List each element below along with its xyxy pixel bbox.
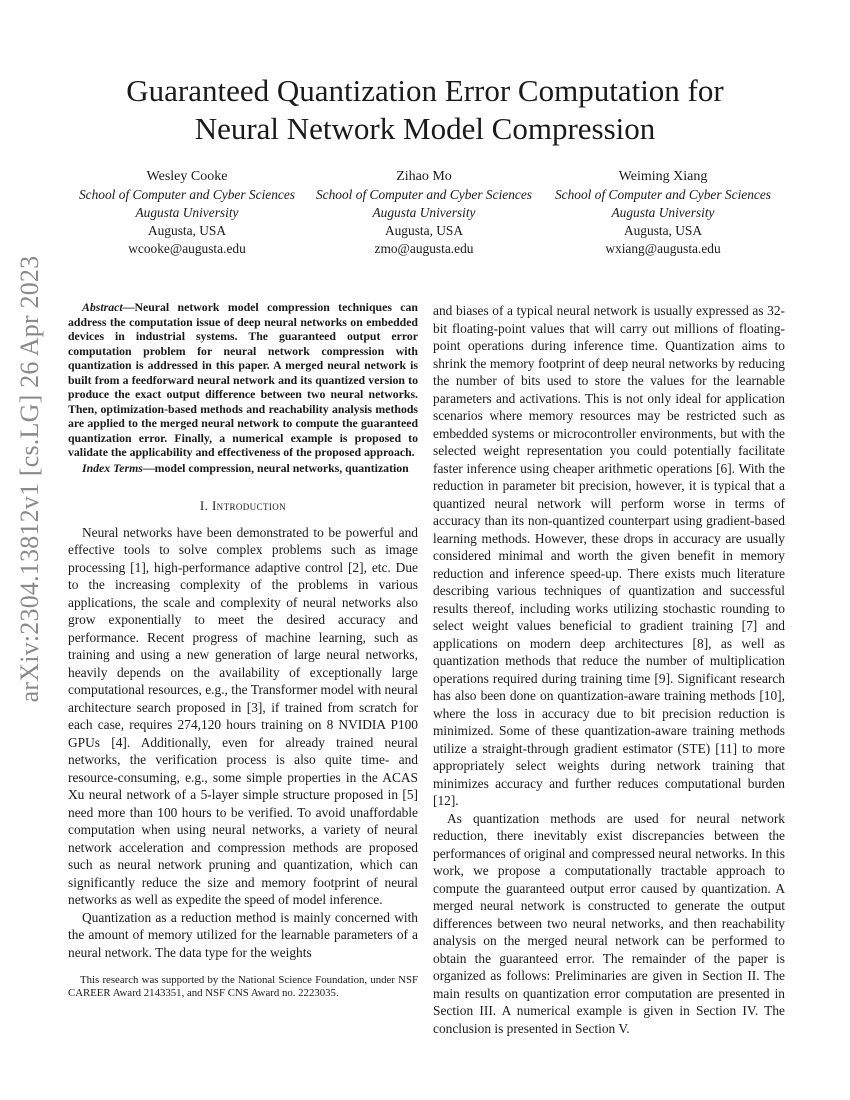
- author-affiliation: School of Computer and Cyber Sciences: [554, 187, 772, 202]
- left-column: [68, 300, 418, 961]
- author-name: Zihao Mo: [396, 169, 452, 184]
- intro-paragraph-3: and biases of a typical neural network is usually expressed as 32-bit floating-point values that will carry out millions of floating-point operations during inference time. Quantization aims to shrink the memory footprint of deep neural networks by reducing the number of bits used to store the values for the learnable parameters and activations. This is not only ideal for application scenarios where memory resources may be restricted such as embedded systems or microcontroller environments, but with the selected weight representation you could potentially facilitate faster inference using cheaper arithmetic operations [6]. With the reduction in parameter bit precision, however, it is typical that a quantized neural network will perform worse in terms of accuracy than its non-quantized counterpart using gradient-based learning methods. However, these drops in accuracy are usually considered minimal and worth the given benefit in memory reduction and inference speed-up. There exists much literature describing various techniques of quantization and successful results thereof, including works utilizing stochastic rounding to select weight values beneficial to gradient training [7] and applications on modern deep architectures [8], as well as quantization methods that reduce the number of multiplication operations required during training time [9]. Significant research has also been done on quantization-aware training methods [10], where the loss in accuracy due to bit precision reduction is minimized. Some of these quantization-aware training methods utilize a straight-through gradient estimator (STE) [11] to more appropriately select weights during network training that minimizes accuracy and further reduces computational burden [12].: [433, 303, 785, 808]
- arxiv-identifier: [8, 255, 52, 703]
- author-name: Weiming Xiang: [618, 169, 708, 184]
- arxiv-id-text: arXiv:2304.13812v1 [cs.LG] 26 Apr 2023: [15, 255, 44, 703]
- abstract-label: Abstract: [82, 300, 123, 314]
- author-3: [548, 168, 778, 258]
- title-line-1: Guaranteed Quantization Error Computation for: [126, 73, 724, 108]
- section-heading-introduction: [68, 497, 418, 515]
- footnote-text: This research was supported by the National Science Foundation, under NSF CAREER Award 2143351, and NSF CNS Award no. 2223035.: [68, 974, 418, 999]
- author-location: Augusta, USA: [623, 223, 703, 238]
- author-university: Augusta University: [135, 205, 239, 220]
- index-terms-text: —model compression, neural networks, quantization: [142, 460, 409, 475]
- author-email: wxiang@augusta.edu: [605, 241, 721, 256]
- author-2: [309, 168, 539, 258]
- author-location: Augusta, USA: [147, 223, 227, 238]
- section-number: I.: [199, 498, 212, 513]
- intro-paragraph-1: Neural networks have been demonstrated to be powerful and effective tools to solve complex problems such as image processing [1], high-performance adaptive control [2], etc. Due to the increasing complexity of the problems in various applications, the scale and complexity of neural networks also grow exponentially to meet the desired accuracy and performance. Recent progress of machine learning, such as training and using a new generation of large neural networks, heavily depends on the availability of exceptionally large computational resources, e.g., the Transformer model with neural architecture search proposed in [3], if trained from scratch for each case, requires 274,120 hours training on 8 NVIDIA P100 GPUs [4]. Additionally, even for already trained neural networks, the verification process is also quite time- and resource-consuming, e.g., some simple properties in the ACAS Xu neural network of a 5-layer simple structure proposed in [5] need more than 100 hours to be verified. To avoid unaffordable computation when using neural networks, a variety of neural network acceleration and compression methods are proposed such as neural network pruning and quantization, which can significantly reduce the size and memory footprint of neural networks as well as expedite the speed of model inference.: [68, 524, 418, 907]
- abstract: [68, 300, 418, 460]
- author-email: zmo@augusta.edu: [374, 241, 474, 256]
- author-affiliation: School of Computer and Cyber Sciences: [315, 187, 533, 202]
- author-1: [72, 168, 302, 258]
- section-title: Introduction: [211, 498, 287, 513]
- author-university: Augusta University: [372, 205, 476, 220]
- title-line-2: Neural Network Model Compression: [194, 111, 656, 146]
- author-email: wcooke@augusta.edu: [128, 241, 246, 256]
- abstract-text: —Neural network model compression techniques can address the computation issue of deep neural networks on embedded devices in industrial systems. The guaranteed output error computation problem for neural network compression with quantization is addressed in this paper. A merged neural network is built from a feedforward neural network and its quantized version to produce the exact output difference between two neural networks. Then, optimization-based methods and reachability analysis methods are applied to the merged neural network to compute the guaranteed quantization error. Finally, a numerical example is proposed to validate the applicability and effectiveness of the proposed approach.: [68, 300, 418, 459]
- author-affiliation: School of Computer and Cyber Sciences: [78, 187, 296, 202]
- author-university: Augusta University: [611, 205, 715, 220]
- paper-title: [60, 72, 790, 148]
- author-location: Augusta, USA: [384, 223, 464, 238]
- intro-paragraph-2: Quantization as a reduction method is mainly concerned with the amount of memory utilized for the learnable parameters of a neural network. The data type for the weights: [68, 909, 418, 960]
- index-terms-label: Index Terms: [82, 460, 143, 475]
- intro-paragraph-4: As quantization methods are used for neural network reduction, there inevitably exist discrepancies between the performances of original and compressed neural networks. In this work, we propose a computationally tractable approach to compute the guaranteed output error caused by quantization. A merged neural network is constructed to generate the output differences between two neural networks, and then reachability analysis on the merged neural network can be performed to obtain the guaranteed error. The remainder of the paper is organized as follows: Preliminaries are given in Section II. The main results on quantization error computation are presented in Section III. A numerical example is given in Section IV. The conclusion is presented in Section V.: [433, 810, 785, 1036]
- author-name: Wesley Cooke: [146, 169, 228, 184]
- index-terms: [68, 461, 418, 476]
- footnote: [68, 974, 418, 1000]
- right-column: [433, 302, 785, 1037]
